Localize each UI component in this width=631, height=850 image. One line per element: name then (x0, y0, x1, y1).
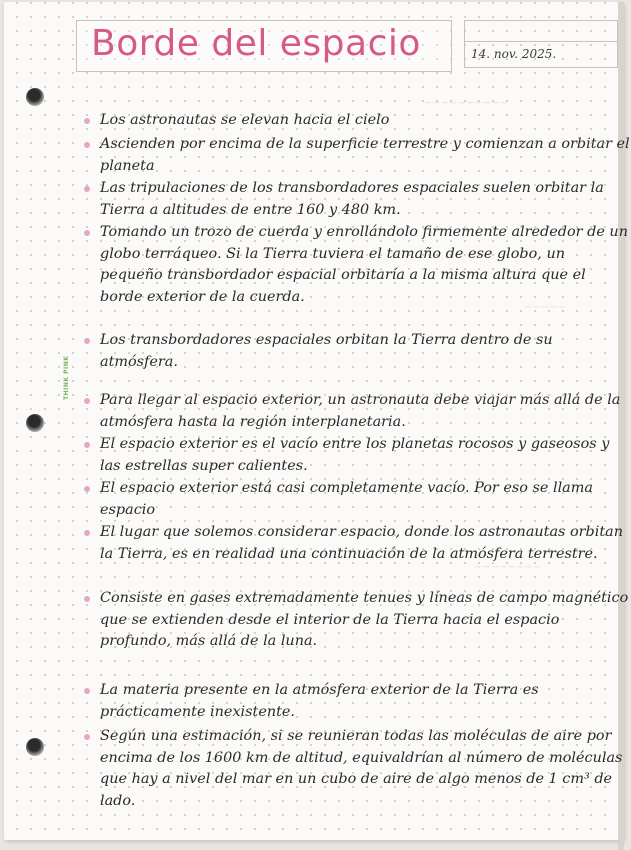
bullet-dot (84, 118, 90, 124)
bullet-dot (84, 338, 90, 344)
binder-hole (26, 88, 44, 106)
bleed-through-text: ~~~~~~~~ (474, 562, 542, 573)
bullet-dot (84, 688, 90, 694)
note-item (84, 110, 630, 132)
note-text: Las tripulaciones de los transbordadores espaciales suelen orbitar la Tierra a altitudes de entre 160 y 480 km. (100, 180, 604, 218)
bleed-through-text: ~~~~~~~~~~ (424, 98, 508, 109)
bullet-dot (84, 486, 90, 492)
note-text: Según una estimación, si se reunieran todas las moléculas de aire por encima de los 1600 km de altitud, equivaldrían al número de moléculas que hay a nivel del mar en un cubo de aire de algo menos de 1 cm³ de lado. (100, 728, 623, 809)
note-item (84, 522, 630, 565)
binder-hole (26, 738, 44, 756)
bullet-dot (84, 596, 90, 602)
note-text: El espacio exterior es el vacío entre los planetas rocosos y gaseosos y las estrellas super calientes. (100, 436, 610, 474)
bullet-dot (84, 734, 90, 740)
note-item (84, 478, 630, 521)
bullet-dot (84, 398, 90, 404)
date-box-divider (465, 41, 617, 42)
note-text: Los astronautas se elevan hacia el cielo (100, 112, 390, 128)
note-item (84, 330, 630, 373)
note-item (84, 222, 630, 308)
note-item (84, 726, 630, 812)
note-text: La materia presente en la atmósfera exterior de la Tierra es prácticamente inexistente. (100, 682, 539, 720)
bullet-dot (84, 186, 90, 192)
bullet-dot (84, 142, 90, 148)
note-text: Los transbordadores espaciales orbitan la Tierra dentro de su atmósfera. (100, 332, 553, 370)
note-text: Consiste en gases extremadamente tenues y líneas de campo magnético que se extienden desde el interior de la Tierra hacia el espacio profundo, más allá de la luna. (100, 590, 629, 650)
note-text: Tomando un trozo de cuerda y enrollándolo firmemente alrededor de un globo terráqueo. Si la Tierra tuviera el tamaño de ese globo, un pequeño transbordador espacial orbitaría a la misma altura que el borde exterior de la cuerda. (100, 224, 628, 305)
note-item (84, 134, 630, 177)
binder-hole (26, 414, 44, 432)
bullet-dot (84, 530, 90, 536)
bullet-dot (84, 230, 90, 236)
note-item (84, 680, 630, 723)
note-item (84, 434, 630, 477)
note-item (84, 390, 630, 433)
note-item (84, 178, 630, 221)
notebook-page (4, 2, 630, 840)
date-box (464, 20, 618, 68)
note-text: El espacio exterior está casi completamente vacío. Por eso se llama espacio (100, 480, 593, 518)
note-text: Para llegar al espacio exterior, un astronauta debe viajar más allá de la atmósfera hasta la región interplanetaria. (100, 392, 621, 430)
side-tab-label: THINK PINK (63, 355, 70, 400)
note-text: Ascienden por encima de la superficie terrestre y comienzan a orbitar el planeta (100, 136, 630, 174)
bleed-through-text: ~~~~~ (524, 302, 566, 313)
note-text: El lugar que solemos considerar espacio, donde los astronautas orbitan la Tierra, es en realidad una continuación de la atmósfera terrestre. (100, 524, 623, 562)
note-item (84, 588, 630, 653)
page-date: 14. nov. 2025. (471, 47, 557, 61)
title-box (76, 20, 452, 72)
page-title: Borde del espacio (91, 23, 421, 64)
bullet-dot (84, 442, 90, 448)
